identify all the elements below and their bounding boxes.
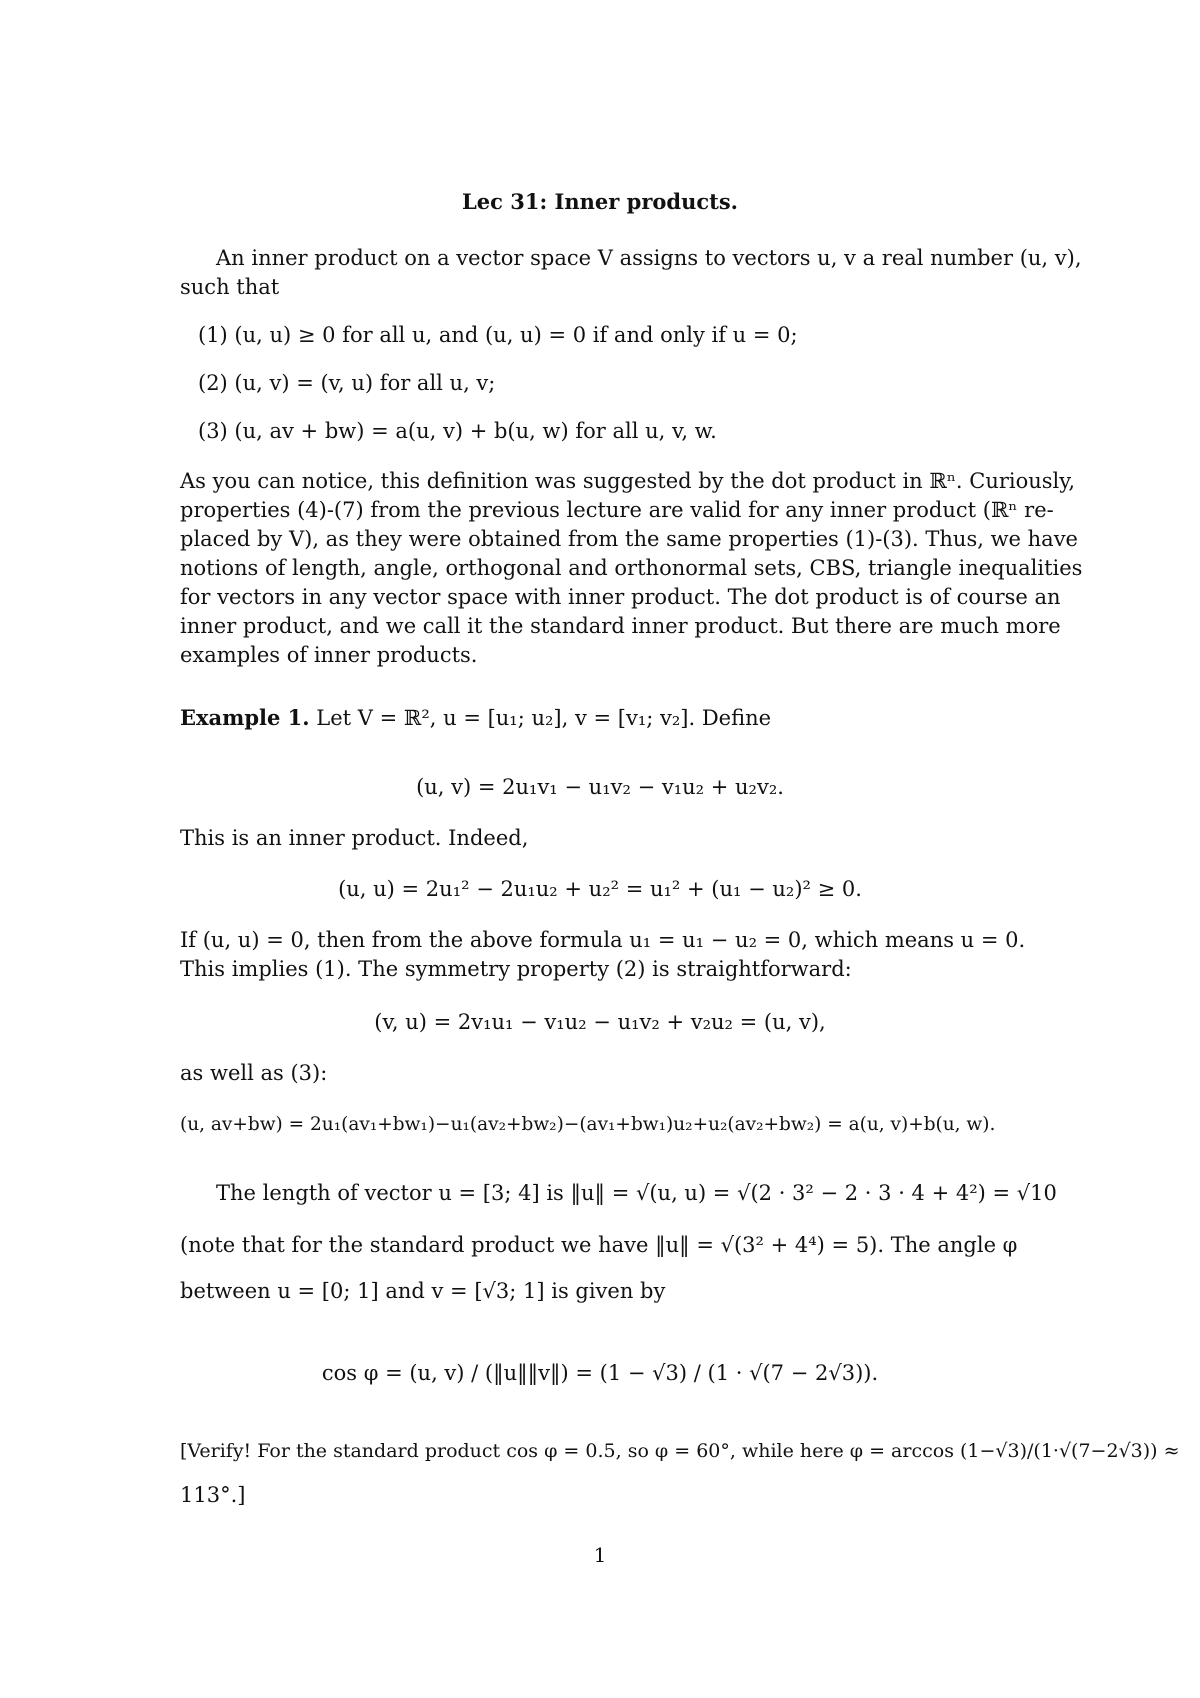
axiom-3: (3) (u, av + bw) = a(u, v) + b(u, w) for all u, v, w. [198, 419, 717, 443]
remark-line-5: for vectors in any vector space with inner product. The dot product is of course an [180, 585, 1061, 609]
symmetry-equation: (v, u) = 2v₁u₁ − v₁u₂ − u₁v₂ + v₂u₂ = (u, v), [374, 1010, 826, 1034]
verify-line-1: [Verify! For the standard product cos φ = 0.5, so φ = 60°, while here φ = arccos (1−√3)/(1·√(7−2√3)) ≈ [180, 1440, 1180, 1462]
example-label: Example 1. [180, 705, 310, 730]
implication-line-2: This implies (1). The symmetry property (2) is straightforward: [180, 957, 852, 981]
length-line-1: The length of vector u = [3; 4] is ‖u‖ = √(u, u) = √(2 · 3² − 2 · 3 · 4 + 4²) = √10 [216, 1181, 1057, 1205]
remark-line-6: inner product, and we call it the standard inner product. But there are much more [180, 614, 1061, 638]
axiom-2: (2) (u, v) = (v, u) for all u, v; [198, 371, 496, 395]
example-heading [180, 703, 771, 733]
page-title: Lec 31: Inner products. [462, 189, 738, 214]
axiom-1: (1) (u, u) ≥ 0 for all u, and (u, u) = 0 if and only if u = 0; [198, 323, 798, 347]
remark-line-7: examples of inner products. [180, 643, 478, 667]
example-definition: (u, v) = 2u₁v₁ − u₁v₂ − v₁u₂ + u₂v₂. [416, 775, 784, 799]
remark-line-3: placed by V), as they were obtained from the same properties (1)-(3). Thus, we have [180, 527, 1078, 551]
remark-line-4: notions of length, angle, orthogonal and orthonormal sets, CBS, triangle inequalities [180, 556, 1083, 580]
verify-line-2: 113°.] [180, 1483, 246, 1507]
remark-line-1: As you can notice, this definition was suggested by the dot product in ℝⁿ. Curiously, [180, 469, 1076, 493]
example-claim: This is an inner product. Indeed, [180, 826, 529, 850]
positivity-equation: (u, u) = 2u₁² − 2u₁u₂ + u₂² = u₁² + (u₁ − u₂)² ≥ 0. [338, 877, 862, 901]
remark-line-2: properties (4)-(7) from the previous lecture are valid for any inner product (ℝⁿ re- [180, 498, 1054, 522]
intro-line-1: An inner product on a vector space V assigns to vectors u, v a real number (u, v), [216, 246, 1082, 270]
example-statement: Let V = ℝ², u = [u₁; u₂], v = [v₁; v₂]. Define [316, 706, 772, 730]
page-number: 1 [593, 1543, 607, 1567]
linearity-equation: (u, av+bw) = 2u₁(av₁+bw₁)−u₁(av₂+bw₂)−(av₁+bw₁)u₂+u₂(av₂+bw₂) = a(u, v)+b(u, w). [180, 1114, 996, 1135]
cosine-equation: cos φ = (u, v) / (‖u‖‖v‖) = (1 − √3) / (1 · √(7 − 2√3)). [321, 1361, 879, 1385]
intro-line-2: such that [180, 275, 280, 299]
length-line-2: (note that for the standard product we have ‖u‖ = √(3² + 4⁴) = 5). The angle φ [180, 1233, 1018, 1257]
as-well-text: as well as (3): [180, 1061, 328, 1085]
length-line-3: between u = [0; 1] and v = [√3; 1] is given by [180, 1279, 666, 1303]
implication-line-1: If (u, u) = 0, then from the above formula u₁ = u₁ − u₂ = 0, which means u = 0. [180, 928, 1026, 952]
